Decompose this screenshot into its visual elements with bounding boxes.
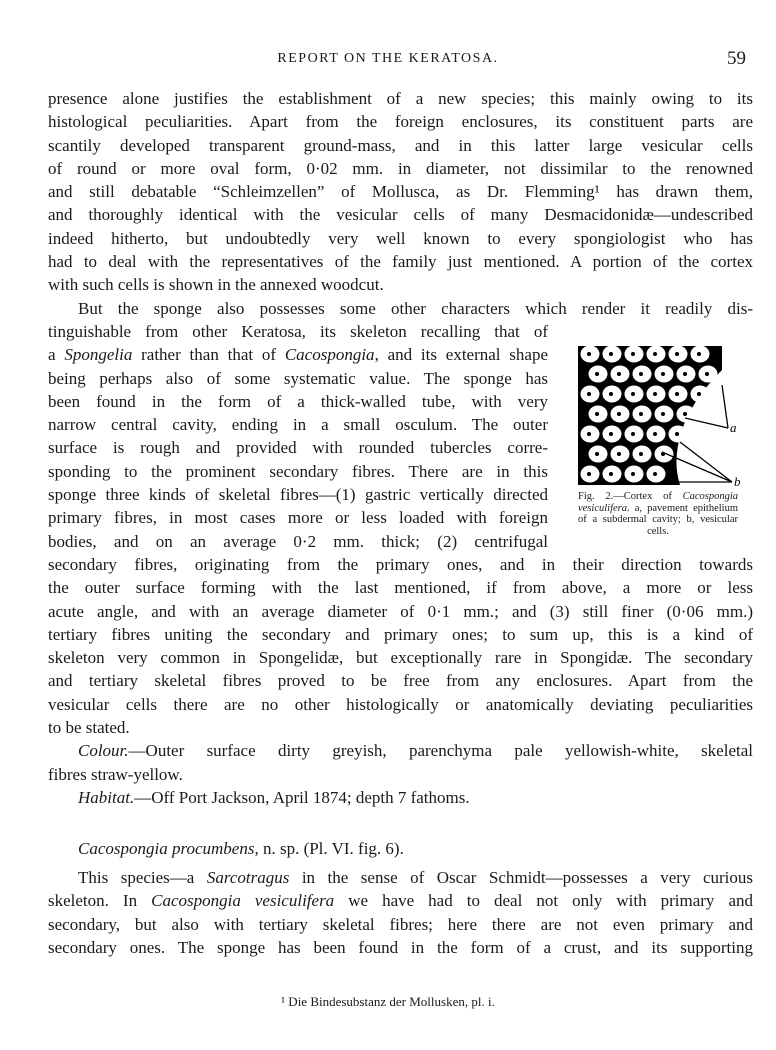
cell-nucleus bbox=[639, 452, 643, 456]
cell-nucleus bbox=[587, 472, 591, 476]
italic-term: Cacospongia vesiculifera bbox=[151, 891, 335, 911]
text-line bbox=[48, 110, 753, 133]
cell-nucleus bbox=[609, 432, 613, 436]
cell-nucleus bbox=[609, 472, 613, 476]
cell-nucleus bbox=[609, 352, 613, 356]
caption-rest: . a, pavement epithelium of a subdermal cavity; b, vesicular cells. bbox=[578, 502, 738, 537]
text-segment: surface is rough and provided with rounded tubercles corre- bbox=[48, 438, 548, 458]
cell-nucleus bbox=[631, 432, 635, 436]
italic-term: Colour. bbox=[78, 741, 129, 761]
text-line bbox=[48, 320, 548, 343]
text-line bbox=[48, 669, 753, 692]
text-segment: being perhaps also of some systematic value. The sponge has bbox=[48, 368, 548, 388]
text-segment: skeleton very common in Spongelidæ, but exceptionally rare in Spongidæ. The secondary bbox=[48, 648, 753, 668]
running-title: REPORT ON THE KERATOSA. bbox=[277, 51, 499, 66]
paragraph-skeleton-narrow bbox=[48, 320, 548, 553]
text-segment: secondary fibres, originating from the primary ones, and in their direction towards bbox=[48, 555, 753, 574]
text-line bbox=[48, 436, 548, 459]
cell-nucleus bbox=[617, 412, 621, 416]
italic-term: Sarcotragus bbox=[206, 868, 290, 887]
cell-nucleus bbox=[595, 372, 599, 376]
cell-nucleus bbox=[631, 472, 635, 476]
text-line bbox=[48, 600, 753, 623]
text-line bbox=[48, 837, 753, 860]
cell-nucleus bbox=[617, 372, 621, 376]
text-segment: rather than that of bbox=[132, 345, 285, 365]
text-line bbox=[48, 297, 753, 320]
text-segment: tinguishable from other Keratosa, its skeleton recalling that of bbox=[48, 322, 548, 341]
cell-nucleus bbox=[631, 352, 635, 356]
italic-term: Spongelia bbox=[64, 345, 133, 365]
cell-nucleus bbox=[661, 372, 665, 376]
text-line bbox=[48, 553, 753, 576]
cell-nucleus bbox=[639, 372, 643, 376]
cell-nucleus bbox=[697, 392, 701, 396]
text-line bbox=[48, 157, 753, 180]
text-line bbox=[48, 913, 753, 936]
cell-nucleus bbox=[653, 472, 657, 476]
cell-nucleus bbox=[653, 392, 657, 396]
text-segment: But the sponge also possesses some other characters which render it readily dis- bbox=[78, 298, 753, 318]
italic-term: Habitat. bbox=[78, 787, 135, 807]
text-segment: fibres straw-yellow. bbox=[48, 764, 183, 784]
text-line bbox=[48, 273, 753, 296]
text-segment: and thoroughly identical with the vesicular cells of many Desmacidonidæ—undescribed bbox=[48, 205, 753, 225]
text-segment: scantily developed transparent ground-mass, and in this latter large vesicular cells bbox=[48, 135, 753, 155]
cell-nucleus bbox=[653, 352, 657, 356]
text-segment: indeed hitherto, but undoubtedly very well known to every spongiologist who has bbox=[48, 228, 753, 248]
text-segment: the outer surface forming with the last mentioned, if from above, a more or less bbox=[48, 578, 753, 598]
text-line bbox=[48, 889, 753, 912]
text-line bbox=[48, 343, 548, 366]
cell-nucleus bbox=[683, 412, 687, 416]
footnote: ¹ Die Bindesubstanz der Mollusken, pl. i. bbox=[281, 994, 495, 1009]
text-line bbox=[48, 483, 548, 506]
text-line bbox=[48, 367, 548, 390]
caption-prefix: Fig. 2.—Cortex of bbox=[578, 491, 683, 502]
cell-nucleus bbox=[653, 432, 657, 436]
text-line bbox=[48, 134, 753, 157]
text-line bbox=[48, 739, 753, 762]
text-line bbox=[48, 460, 548, 483]
text-segment: tertiary fibres uniting the secondary and primary ones; to sum up, this is a kind of bbox=[48, 624, 753, 644]
text-segment: secondary, but also with tertiary skeletal fibres; here there are not even primary and bbox=[48, 914, 753, 934]
text-segment: bodies, and on an average 0·2 mm. thick; (2) centrifugal bbox=[48, 531, 548, 551]
text-segment: and tertiary skeletal fibres proved to be free from any enclosures. Apart from the bbox=[48, 671, 753, 691]
cell-nucleus bbox=[697, 352, 701, 356]
italic-term: Cacospongia bbox=[284, 345, 375, 365]
caption-genus: Cacospongia vesiculifera bbox=[578, 491, 738, 514]
text-segment: we have had to deal not only with primary and bbox=[334, 891, 753, 911]
paragraph-procumbens bbox=[48, 866, 753, 959]
text-segment: and still debatable “Schleimzellen” of Mollusca, as Dr. Flemming¹ has drawn them, bbox=[48, 182, 753, 202]
cell-nucleus bbox=[661, 412, 665, 416]
text-segment: , n. sp. (Pl. VI. fig. 6). bbox=[254, 839, 404, 858]
text-segment: been found in the form of a thick-walled tube, with very bbox=[48, 391, 548, 411]
cell-nucleus bbox=[595, 452, 599, 456]
cell-nucleus bbox=[617, 452, 621, 456]
text-segment: sponding to the prominent secondary fibres. There are in this bbox=[48, 461, 548, 481]
text-line bbox=[48, 530, 548, 553]
text-line bbox=[48, 390, 548, 413]
text-segment: —Outer surface dirty greyish, parenchyma pale yellowish-white, skeletal bbox=[128, 741, 753, 761]
text-segment: with such cells is shown in the annexed woodcut. bbox=[48, 275, 384, 295]
text-line bbox=[48, 227, 753, 250]
text-line bbox=[48, 786, 753, 809]
text-segment: a bbox=[48, 345, 65, 365]
text-segment: in the sense of Oscar Schmidt—possesses a very curious bbox=[289, 868, 753, 887]
paragraph-skeleton-colour-habitat bbox=[48, 553, 753, 809]
cell-nucleus bbox=[683, 372, 687, 376]
text-segment: histological peculiarities. Apart from the foreign enclosures, its constituent parts are bbox=[48, 112, 753, 132]
text-segment: primary fibres, in most cases more or less loaded with foreign bbox=[48, 508, 548, 528]
text-segment: skeleton. In bbox=[48, 891, 152, 911]
text-segment: sponge three kinds of skeletal fibres—(1) gastric vertically directed bbox=[48, 485, 548, 505]
text-line bbox=[48, 413, 548, 436]
text-line bbox=[48, 180, 753, 203]
text-line bbox=[48, 716, 753, 739]
cell-nucleus bbox=[587, 392, 591, 396]
text-segment: —Off Port Jackson, April 1874; depth 7 fathoms. bbox=[134, 787, 470, 807]
text-segment: to be stated. bbox=[48, 718, 130, 738]
text-segment: secondary ones. The sponge has been found in the form of a crust, and its supporting bbox=[48, 937, 753, 957]
text-line bbox=[48, 646, 753, 669]
cell-nucleus bbox=[675, 432, 679, 436]
cell-nucleus bbox=[675, 352, 679, 356]
italic-term: Cacospongia procumbens bbox=[78, 839, 255, 858]
cell-nucleus bbox=[609, 392, 613, 396]
cell-nucleus bbox=[631, 392, 635, 396]
cell-nucleus bbox=[639, 412, 643, 416]
text-line bbox=[48, 203, 753, 226]
text-line bbox=[48, 87, 753, 110]
page-number: 59 bbox=[727, 48, 746, 69]
text-segment: vesicular cells there are no other histologically or anatomically deviating peculiarities bbox=[48, 694, 753, 714]
cell-nucleus bbox=[595, 412, 599, 416]
species-heading bbox=[48, 837, 753, 860]
text-line bbox=[48, 936, 753, 959]
text-segment: acute angle, and with an average diameter of 0·1 mm.; and (3) still finer (0·06 mm.) bbox=[48, 601, 753, 621]
text-segment: had to deal with the representatives of the family just mentioned. A portion of the cortex bbox=[48, 252, 753, 272]
text-segment: narrow central cavity, ending in a small osculum. The outer bbox=[48, 415, 548, 435]
text-line bbox=[48, 623, 753, 646]
text-line bbox=[48, 763, 753, 786]
text-segment: presence alone justifies the establishment of a new species; this mainly owing to its bbox=[48, 89, 753, 108]
text-line bbox=[48, 506, 548, 529]
cell-nucleus bbox=[587, 352, 591, 356]
figure-label-b: b bbox=[734, 474, 741, 489]
text-line bbox=[48, 866, 753, 889]
paragraph-cortex-description bbox=[48, 87, 753, 320]
cell-nucleus bbox=[675, 392, 679, 396]
figure-label-a: a bbox=[730, 420, 737, 435]
cell-nucleus bbox=[705, 372, 709, 376]
cell-nucleus bbox=[587, 432, 591, 436]
text-segment: This species—a bbox=[78, 868, 207, 887]
text-line bbox=[48, 250, 753, 273]
text-segment: , and its external shape bbox=[374, 345, 548, 365]
text-line bbox=[48, 576, 753, 599]
woodcut-figure bbox=[572, 340, 748, 490]
text-segment: of round or more oval form, 0·02 mm. in diameter, not dissimilar to the renowned bbox=[48, 158, 753, 178]
figure-caption bbox=[578, 491, 738, 537]
text-line bbox=[48, 693, 753, 716]
running-header bbox=[0, 48, 776, 70]
